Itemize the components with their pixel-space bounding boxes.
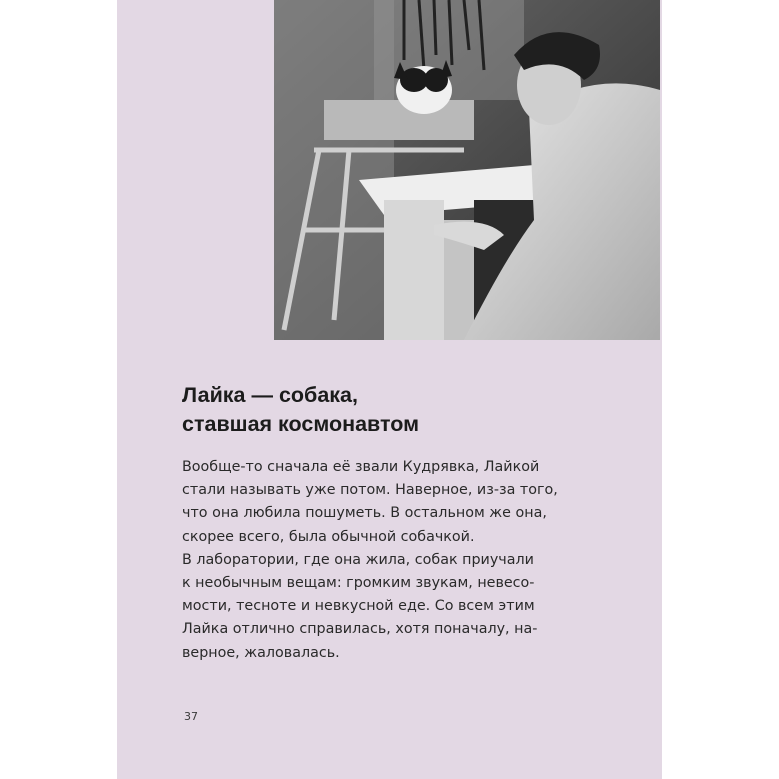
body-line: Вообще-то сначала её звали Кудрявка, Лайкой	[182, 459, 540, 475]
heading-line-2: ставшая космонавтом	[182, 412, 419, 436]
body-line: к необычным вещам: громким звукам, невесо-	[182, 575, 535, 592]
body-line: скорее всего, была обычной собачкой.	[182, 528, 475, 545]
heading	[182, 381, 582, 439]
body-line: что она любила пошуметь. В остальном же она,	[182, 505, 547, 522]
body-line: верное, жаловалась.	[182, 644, 340, 661]
body-line: стали называть уже потом. Наверное, из-за того,	[182, 482, 558, 499]
page-number: 37	[184, 710, 198, 723]
photo-woman-with-dog	[274, 0, 660, 340]
heading-line-1: Лайка — собака,	[182, 383, 358, 407]
body-line: мости, тесноте и невкусной еде. Со всем этим	[182, 598, 535, 615]
body-line: В лаборатории, где она жила, собак приучали	[182, 551, 534, 568]
photo-illustration	[274, 0, 660, 340]
body-line: Лайка отлично справилась, хотя поначалу, на-	[182, 621, 538, 638]
body-paragraph	[182, 456, 622, 665]
